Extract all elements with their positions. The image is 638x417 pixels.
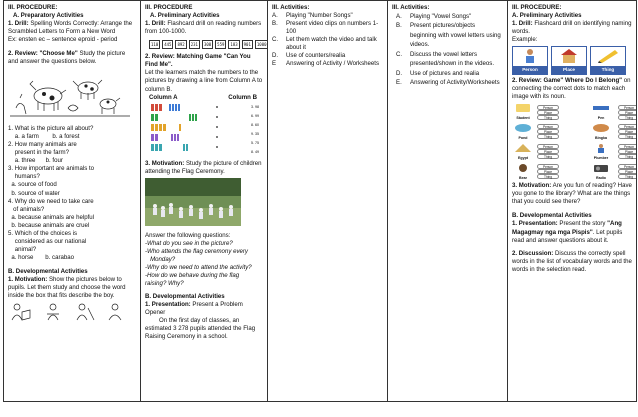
lesson-plan-table	[3, 0, 637, 402]
activity-item: D. Use of counters/realia	[272, 52, 346, 60]
question-line: 3. How important are animals to	[8, 165, 95, 173]
col1-motivation: 1. Motivation: Show the pictures below to pupils. Let them study and choose the word inside the box that fits describe the boy.	[8, 275, 126, 299]
person-card	[512, 46, 548, 75]
number-card: 231	[189, 40, 200, 49]
question-line: a. three b. four	[8, 157, 63, 165]
matching-exercise	[145, 102, 263, 157]
number-card: 183	[228, 40, 239, 49]
boy-helping-picture	[39, 302, 67, 322]
number-card: 901	[242, 40, 253, 49]
question-line: 1. What is the picture all about?	[8, 125, 94, 133]
flag-ceremony-photo	[145, 178, 241, 226]
house-icon	[552, 47, 586, 63]
match-row: Pond Person Place Thing Bingka Person Place Thing	[512, 123, 632, 141]
col2-problem: On the first day of classes, an estimated 3 278 pupils attended the Flag Raising Ceremony in a school.	[145, 316, 256, 341]
number-card: 110	[149, 40, 160, 49]
column-b-item: 6. 99	[251, 113, 259, 118]
col1-drill: 1. Drill: Spelling Words Correctly: Arrange the Scrambled Letters to Form a New Word	[8, 20, 133, 36]
number-card: 300	[202, 40, 213, 49]
question-line: 2. How many animals are	[8, 141, 77, 149]
col4-activity-list	[392, 12, 503, 88]
student-icon	[512, 103, 534, 113]
column-b-item: 8. 49	[251, 149, 259, 154]
person-icon	[513, 47, 547, 63]
person-label: Person	[513, 66, 547, 74]
question-line: b. source of water	[8, 189, 60, 197]
col2-motivation: 3. Motivation: Study the picture of children attending the Flag Ceremony.	[145, 159, 262, 175]
col1-heading: III. PROCEDURE:	[8, 4, 58, 11]
question-line: a. because animals are helpful	[8, 213, 95, 221]
activity-item: D. Use of pictures and realia	[396, 69, 480, 77]
column-math	[141, 1, 268, 402]
column-a-label: Column A	[149, 93, 178, 101]
activity-item: B. Present video clips on numbers 1-100	[272, 20, 379, 36]
number-card: 892	[175, 40, 186, 49]
boy-pictures	[8, 302, 136, 322]
question-line: animal?	[8, 245, 37, 253]
column-b-item: 9. 35	[251, 131, 259, 136]
activity-item: A. Playing "Number Songs"	[272, 12, 353, 20]
answer-question: raising? Why?	[145, 279, 184, 287]
question-line: of animals?	[8, 205, 45, 213]
activity-item: B. Present pictures/objects beginning with vowel letters using videos.	[396, 22, 501, 49]
activity-item: E Answering of Activity / Worksheets	[272, 60, 380, 68]
pyramid-icon	[512, 143, 534, 153]
col2-review-text: Let the learners match the numbers to the pictures by drawing a line from Column A to column B.	[145, 69, 263, 93]
col2-section-a: A. Preliminary Activities	[150, 12, 220, 20]
col2-drill: 1. Drill: Flashcard drill on reading numbers from 100-1000.	[145, 20, 262, 36]
column-activities-vowels	[388, 1, 508, 402]
activity-item: A. Playing "Vowel Songs"	[396, 13, 472, 21]
farm-animals-illustration	[8, 68, 132, 120]
col1-example: Ex: ensten ec – sentence eproid - period	[8, 36, 118, 44]
column-b-values	[251, 102, 259, 157]
thing-label: Thing	[591, 66, 625, 74]
col1-section-a: A. Preparatory Activities	[13, 12, 84, 20]
bingka-icon	[587, 123, 615, 133]
col5-motivation: 3. Motivation: Are you fun of reading? Have you gone to the library? What are the things that you could see there?	[512, 182, 632, 206]
col5-section-a: A. Preliminary Activities	[512, 12, 582, 20]
col1-section-b: B. Developmental Activities	[8, 267, 88, 275]
question-line: humans?	[8, 173, 40, 181]
activity-item: C. Let them watch the video and talk about it	[272, 36, 377, 52]
col5-example: Example:	[512, 36, 538, 44]
col3-heading: III. Activities:	[272, 4, 310, 11]
place-label: Place	[552, 66, 586, 74]
number-card: 559	[215, 40, 226, 49]
match-row: Egypt Person Place Thing Plumber Person Place Thing	[512, 143, 632, 161]
col2-presentation: 1. Presentation: Present a Problem Opener	[145, 300, 243, 316]
thing-card	[590, 46, 626, 75]
question-line: considered as our national	[8, 237, 87, 245]
col2-heading: III. PROCEDURE	[145, 4, 193, 11]
col2-answer-intro: Answer the following questions:	[145, 231, 231, 239]
match-row: Student Person Place Thing Pen Person Place Thing	[512, 103, 632, 121]
column-nouns	[508, 1, 637, 402]
col5-review: 2. Review: Game" Where Do I Belong" on connecting the correct dots to match each image with its noun.	[512, 77, 631, 101]
col3-activity-list	[272, 12, 383, 68]
col5-heading: III. PROCEDURE:	[512, 4, 562, 11]
activity-item: E. Answering of Activity/Worksheets	[396, 79, 500, 87]
question-line: a. source of food	[8, 181, 57, 189]
col5-presentation: 1. Presentation: Present the story "Ang Magagmay nga mga Pispis". Let pupils read and answer questions about it.	[512, 220, 623, 244]
plumber-icon	[587, 143, 615, 153]
column-b-item: 3. 98	[251, 104, 259, 109]
answer-question: -Why do we need to attend the activity?	[145, 263, 252, 271]
pen-icon	[587, 103, 615, 113]
question-line: a. a farm b. a forest	[8, 133, 80, 141]
bear-icon	[512, 163, 534, 173]
activity-item: C. Discuss the vowel letters presented/shown in the videos.	[396, 50, 495, 68]
radio-icon	[587, 163, 615, 173]
answer-question: -What do you see in the picture?	[145, 239, 233, 247]
column-headers	[145, 94, 263, 102]
question-line: 5. Which of the choices is	[8, 229, 78, 237]
col2-section-b: B. Developmental Activities	[145, 292, 225, 300]
question-line: b. because animals are cruel	[8, 221, 90, 229]
place-card	[551, 46, 587, 75]
question-line: 4. Why do we need to take care	[8, 197, 94, 205]
number-card: 445	[162, 40, 173, 49]
column-activities-numbers	[268, 1, 388, 402]
column-english	[4, 1, 141, 402]
pond-icon	[512, 123, 534, 133]
col1-question-list	[8, 125, 136, 262]
column-b-label: Column B	[228, 93, 257, 101]
pencil-icon	[591, 47, 625, 63]
answer-question: -Who attends the flag ceremony every	[145, 247, 248, 255]
number-card: 1000	[255, 40, 268, 49]
col1-review: 2. Review: "Choose Me" Study the picture and answer the questions below.	[8, 50, 126, 66]
number-flashcards	[149, 40, 267, 49]
boy-sitting-picture	[101, 302, 129, 322]
counting-blocks-illustration	[149, 102, 235, 156]
boy-sweeping-picture	[70, 302, 98, 322]
col5-discussion: 2. Discussion: Discuss the correctly spell words in the list of vocabulary words and the words in the selection read.	[512, 249, 632, 273]
column-b-item: 8. 60	[251, 122, 259, 127]
boy-reading-picture	[8, 302, 36, 322]
question-line: present in the farm?	[8, 149, 69, 157]
col2-answer-questions	[145, 240, 263, 288]
answer-question: -How do we behave during the flag	[145, 271, 240, 279]
question-line: a. horse b. carabao	[8, 253, 75, 261]
col2-review: 2. Review: Matching Game "Can You Find Me".	[145, 53, 251, 69]
noun-matching-worksheet	[512, 103, 635, 180]
noun-flashcards	[512, 46, 632, 75]
col5-drill: 1. Drill: Flashcard drill on identifying naming words.	[512, 20, 632, 36]
col4-heading: III. Activities:	[392, 4, 430, 11]
column-b-item: 5. 75	[251, 140, 259, 145]
answer-question: Monday?	[145, 255, 176, 263]
match-row: Bear Person Place Thing Radio Person Place Thing	[512, 163, 632, 181]
col5-section-b: B. Developmental Activities	[512, 212, 592, 220]
